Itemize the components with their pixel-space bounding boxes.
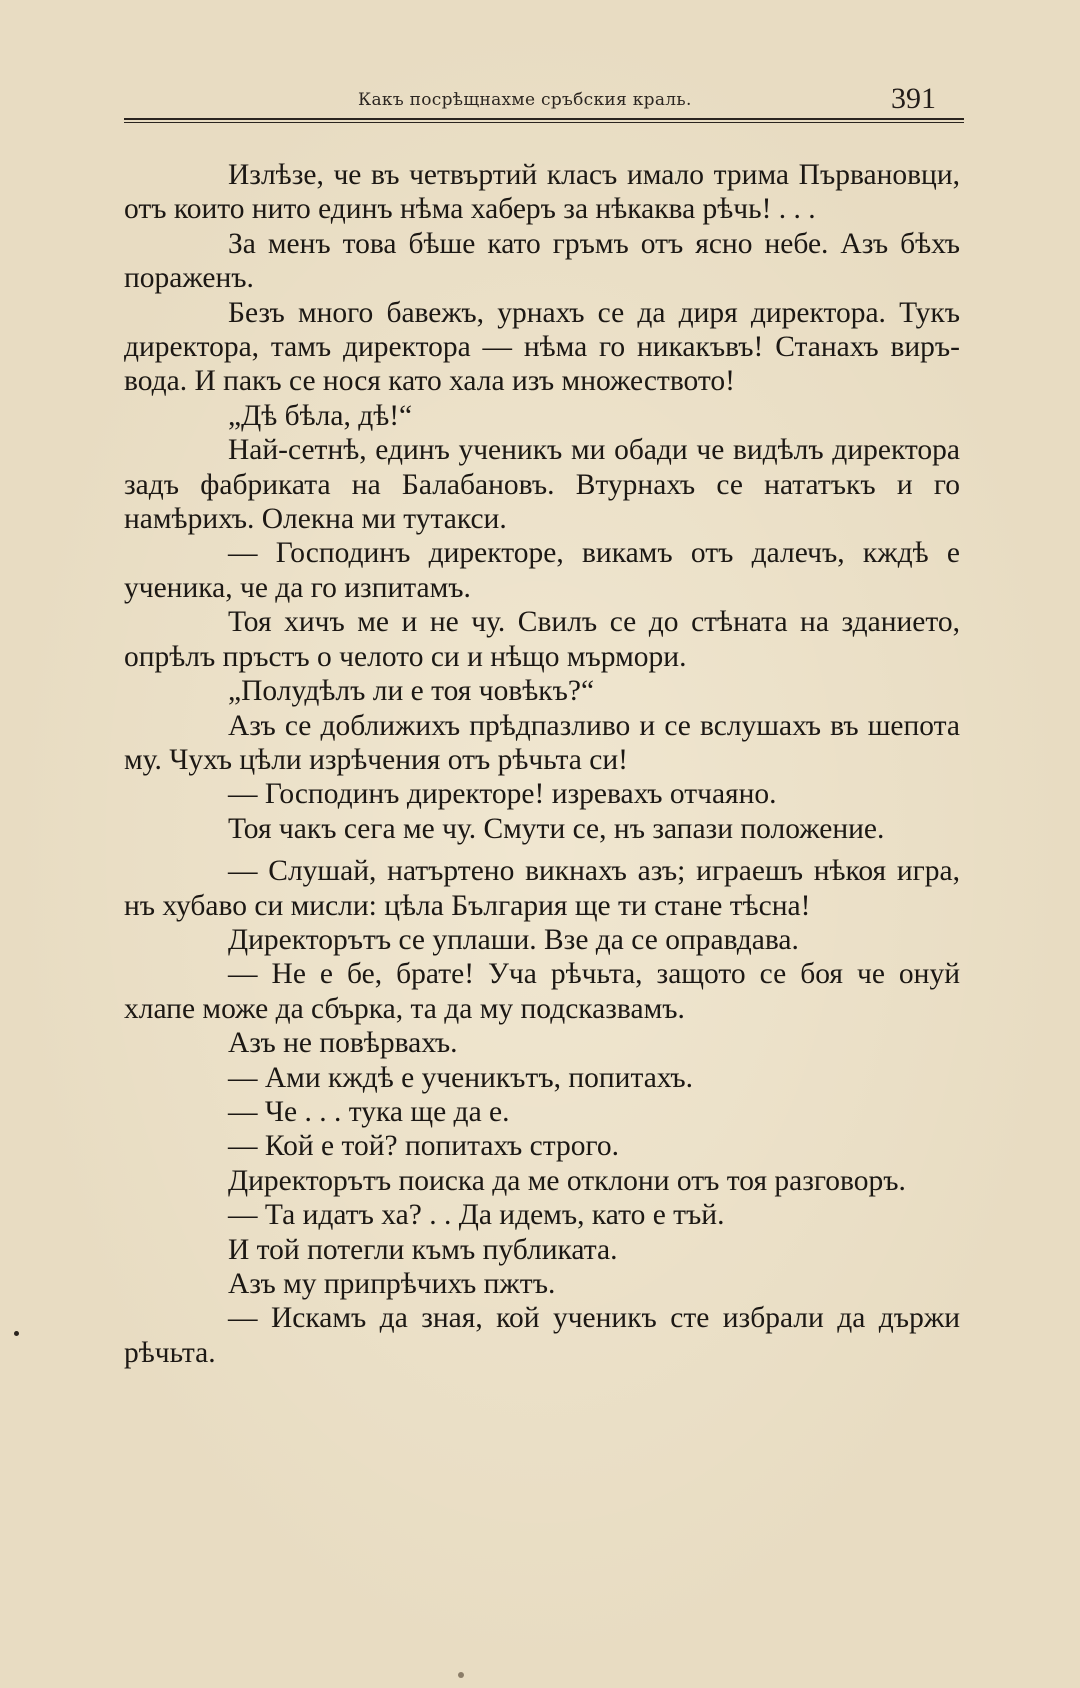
- paragraph: „Полудѣлъ ли е тоя човѣкъ?“: [228, 675, 595, 708]
- header-rule: [124, 118, 964, 120]
- paragraph: — Господинъ директоре! изревахъ отчаяно.: [228, 778, 777, 811]
- header-rule-thin: [124, 122, 964, 123]
- paragraph: — Слушай, натъртено викнахъ азъ; играешъ нѣкоя игра, нъ хубаво си мисли: цѣла България ще ти стане тѣсна!: [124, 855, 960, 922]
- paragraph: Азъ му припрѣчихъ пжтъ.: [228, 1268, 556, 1300]
- paragraph: — Искамъ да зная, кой ученикъ сте избрали да държи рѣчьта.: [124, 1302, 960, 1369]
- page-header: [124, 82, 964, 122]
- paragraph: Азъ не повѣрвахъ.: [228, 1027, 458, 1060]
- paragraph: Безъ много бавежъ, урнахъ се да диря директора. Тукъ директора, тамъ директора — нѣма го никакъвъ! Станахъ виръ-вода. И пакъ се нося като хала изъ множеството!: [124, 296, 960, 398]
- paragraph: И той потегли къмъ публиката.: [228, 1233, 618, 1266]
- paragraph: Директорътъ се уплаши. Взе да се оправдава.: [228, 923, 799, 956]
- paragraph: — Господинъ директоре, викамъ отъ далечъ, кждѣ е ученика, че да го изпитамъ.: [124, 537, 960, 604]
- paragraph: — Кой е той? попитахъ строго.: [228, 1130, 620, 1163]
- paragraph: Тоя чакъ сега ме чу. Смути се, нъ запази положение.: [228, 812, 885, 845]
- paragraph: За менъ това бѣше като гръмъ отъ ясно небе. Азъ бѣхъ пораженъ.: [124, 227, 960, 295]
- paragraph: — Та идатъ ха? . . Да идемъ, като е тъй.: [228, 1199, 725, 1232]
- ink-speck: [14, 1331, 19, 1336]
- running-title: Какъ посрѣщнахме сръбския краль.: [358, 90, 692, 110]
- paragraph: — Не е бе, брате! Уча рѣчьта, защото се боя че онуй хлапе може да сбърка, та да му подсказвамъ.: [124, 958, 960, 1025]
- paragraph: Азъ се доближихъ прѣдпазливо и се вслушахъ въ шепота му. Чухъ цѣли изрѣчения отъ рѣчьта си!: [124, 709, 960, 776]
- paragraph: „Дѣ бѣла, дѣ!“: [228, 399, 413, 432]
- page-number: 391: [891, 82, 936, 115]
- paragraph: Най-сетнѣ, единъ ученикъ ми обади че видѣлъ директора задъ фабриката на Балабановъ. Втурнахъ се нататъкъ и го намѣрихъ. Олекна ми тутакси.: [124, 434, 960, 536]
- paragraph: — Ами кждѣ е ученикътъ, попитахъ.: [228, 1061, 694, 1094]
- paragraph: Директорътъ поиска да ме отклони отъ тоя разговоръ.: [228, 1164, 906, 1197]
- body-text: [124, 158, 960, 1370]
- paragraph: Излѣзе, че въ четвъртий класъ имало трима Първановци, отъ които нито единъ нѣма хаберъ за нѣкаква рѣчь! . . .: [124, 159, 960, 226]
- paragraph: — Че . . . тука ще да е.: [228, 1095, 510, 1128]
- paragraph: Тоя хичъ ме и не чу. Свилъ се до стѣната на зданието, опрѣлъ пръстъ о челото си и нѣщо мърмори.: [124, 606, 960, 673]
- ink-speck: [458, 1672, 464, 1678]
